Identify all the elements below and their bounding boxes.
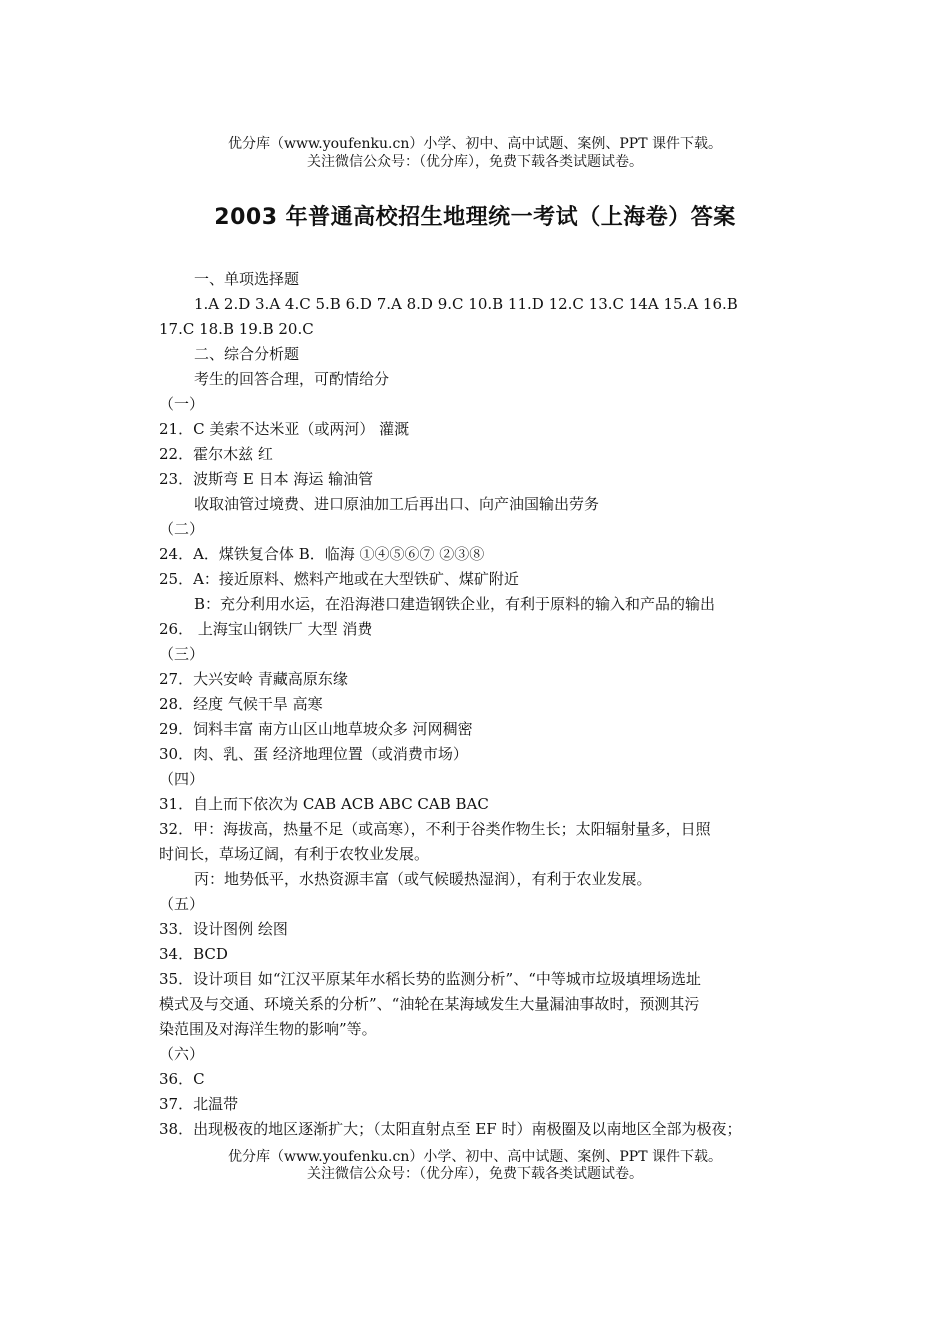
answer-line: 26． 上海宝山钢铁厂 大型 消费 (159, 620, 373, 638)
answer-line: B：充分利用水运，在沿海港口建造钢铁企业，有利于原料的输入和产品的输出 (194, 595, 716, 613)
subsection-heading: （一） (159, 395, 205, 413)
answer-line: 29．饲料丰富 南方山区山地草坡众多 河网稠密 (159, 720, 473, 738)
subsection-heading: （六） (159, 1045, 205, 1063)
answer-line: 34．BCD (159, 945, 228, 963)
subsection-heading: （三） (159, 645, 205, 663)
answer-line: 收取油管过境费、进口原油加工后再出口、向产油国输出劳务 (194, 495, 600, 513)
answer-line: 染范围及对海洋生物的影响”等。 (159, 1020, 377, 1038)
footer-line-2: 关注微信公众号：（优分库），免费下载各类试题试卷。 (307, 1166, 643, 1182)
answer-line: 32．甲：海拔高，热量不足（或高寒），不利于谷类作物生长；太阳辐射量多，日照 (159, 820, 711, 838)
answer-line: 36．C (159, 1070, 205, 1088)
answer-line: 31．自上而下依次为 CAB ACB ABC CAB BAC (159, 795, 489, 813)
answer-line: 考生的回答合理，可酌情给分 (194, 370, 390, 388)
answer-line: 时间长，草场辽阔，有利于农牧业发展。 (159, 845, 430, 863)
section-heading: 一、单项选择题 (194, 270, 300, 288)
section-heading: 二、综合分析题 (194, 345, 300, 363)
answer-line: 27．大兴安岭 青藏高原东缘 (159, 670, 348, 688)
answer-line: 33．设计图例 绘图 (159, 920, 288, 938)
answer-line: 37．北温带 (159, 1095, 239, 1113)
answer-line: 23．波斯弯 E 日本 海运 输油管 (159, 470, 374, 488)
answer-line: 28．经度 气候干旱 高寒 (159, 695, 323, 713)
header-line-2: 关注微信公众号：（优分库），免费下载各类试题试卷。 (307, 154, 643, 170)
answer-line: 21．C 美索不达米亚（或两河） 灌溉 (159, 420, 410, 438)
answer-line: 25．A：接近原料、燃料产地或在大型铁矿、煤矿附近 (159, 570, 519, 588)
subsection-heading: （二） (159, 520, 205, 538)
answer-line: 22．霍尔木兹 红 (159, 445, 273, 463)
answer-line: 丙：地势低平，水热资源丰富（或气候暖热湿润），有利于农业发展。 (194, 870, 652, 888)
footer-line-1: 优分库（www.youfenku.cn）小学、初中、高中试题、案例、PPT 课件下载。 (227, 1149, 722, 1165)
answer-line: 1.A 2.D 3.A 4.C 5.B 6.D 7.A 8.D 9.C 10.B 11.D 12.C 13.C 14A 15.A 16.B (194, 295, 738, 313)
header-line-1: 优分库（www.youfenku.cn）小学、初中、高中试题、案例、PPT 课件下载。 (227, 136, 722, 152)
answer-line: 30．肉、乳、蛋 经济地理位置（或消费市场） (159, 745, 468, 763)
page-title: 2003 年普通高校招生地理统一考试（上海卷）答案 (214, 205, 736, 230)
answer-line: 模式及与交通、环境关系的分析”、“油轮在某海域发生大量漏油事故时，预测其污 (159, 995, 700, 1013)
subsection-heading: （四） (159, 770, 205, 788)
subsection-heading: （五） (159, 895, 205, 913)
answer-line: 24．A．煤铁复合体 B．临海 ①④⑤⑥⑦ ②③⑧ (159, 545, 485, 563)
answer-line: 35．设计项目 如“江汉平原某年水稻长势的监测分析”、“中等城市垃圾填埋场选址 (159, 970, 701, 988)
answer-line: 38．出现极夜的地区逐渐扩大；（太阳直射点至 EF 时）南极圈及以南地区全部为极夜； (159, 1120, 742, 1138)
answer-line: 17.C 18.B 19.B 20.C (159, 320, 314, 338)
